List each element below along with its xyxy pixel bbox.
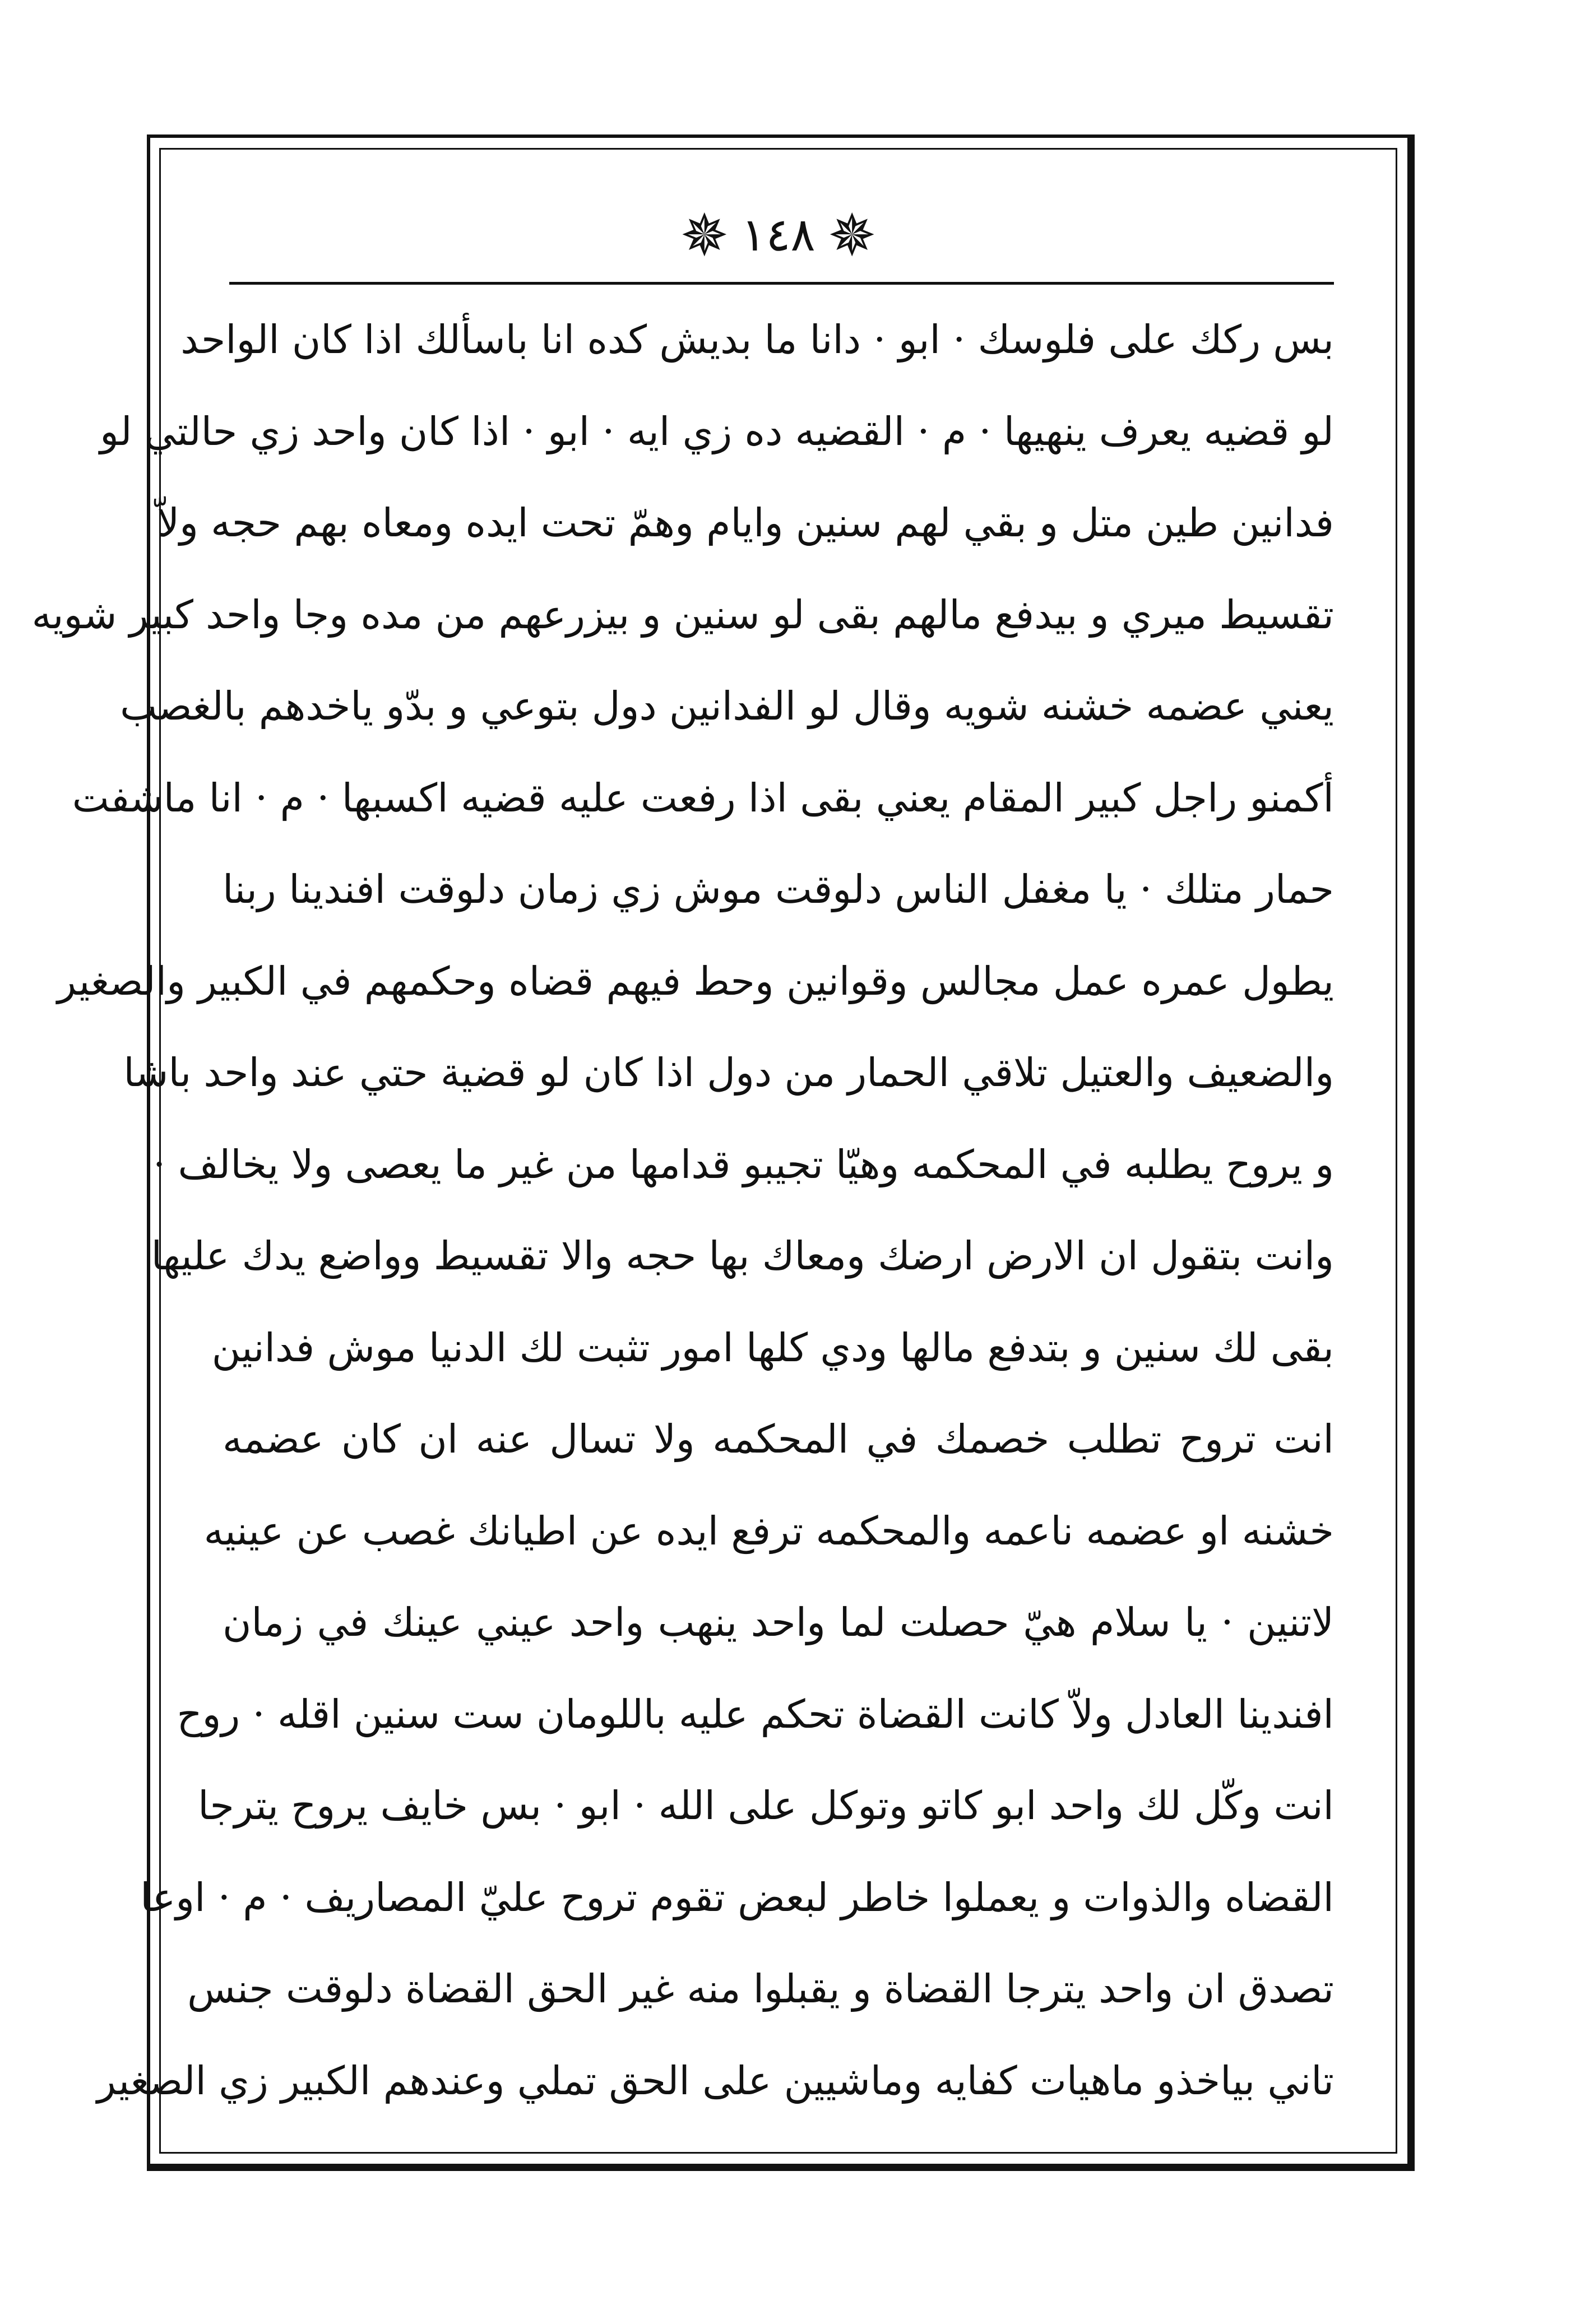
page-border-inner — [31, 148, 1397, 2154]
text-line: فدانين طين متل و بقي لهم سنين وايام وهمّ تحت ايده ومعاه بهم حجه ولاّ — [157, 500, 1334, 546]
page-border-outer — [31, 134, 1415, 2171]
text-line: و يروح يطلبه في المحكمه وهيّا تجيبو قدامها من غير ما يعصى ولا يخالف · — [152, 1141, 1334, 1187]
text-line: أكمنو راجل كبير المقام يعني بقى اذا رفعت عليه قضيه اكسبها · م · انا ماشفت — [72, 774, 1334, 821]
text-line: تاني بياخذو ماهيات كفايه وماشيين على الحق تملي وعندهم الكبير زي الصغير — [96, 2057, 1334, 2104]
text-line: تقسيط ميري و بيدفع مالهم بقى لو سنين و بيزرعهم من مده وجا واحد كبير شويه — [31, 591, 1334, 638]
text-line: وانت بتقول ان الارض ارضك ومعاك بها حجه والا تقسيط وواضع يدك عليها — [151, 1233, 1334, 1279]
page-header — [161, 193, 1396, 277]
body-text — [31, 300, 1334, 2121]
text-line: يعني عضمه خشنه شويه وقال لو الفدانين دول بتوعي و بدّو ياخدهم بالغصب — [120, 683, 1334, 730]
text-line: حمار متلك · يا مغفل الناس دلوقت موش زي زمان دلوقت افندينا ربنا — [223, 866, 1334, 913]
text-line: انت وكّل لك واحد ابو كاتو وتوكل على الله · ابو · بس خايف يروح يترجا — [198, 1783, 1334, 1829]
page-number: ١٤٨ — [741, 208, 816, 262]
text-line: خشنه او عضمه ناعمه والمحكمه ترفع ايده عن اطيانك غصب عن عينيه — [203, 1507, 1334, 1554]
left-star-ornament-icon: ✵ — [680, 201, 729, 270]
text-line: بس ركك على فلوسك · ابو · دانا ما بديش كده انا باسألك اذا كان الواحد — [180, 317, 1334, 363]
text-line: القضاه والذوات و يعملوا خاطر لبعض تقوم تروح عليّ المصاريف · م · اوعا — [140, 1874, 1334, 1921]
text-line: يطول عمره عمل مجالس وقوانين وحط فيهم قضاه وحكمهم في الكبير والصغير — [57, 958, 1334, 1004]
text-line: بقى لك سنين و بتدفع مالها ودي كلها امور تثبت لك الدنيا موش فدانين — [211, 1324, 1334, 1371]
header-rule — [229, 282, 1334, 285]
text-line: لاتنين · يا سلام هيّ حصلت لما واحد ينهب واحد عيني عينك في زمان — [223, 1599, 1334, 1646]
text-line: لو قضيه يعرف ينهيها · م · القضيه ده زي ايه · ابو · اذا كان واحد زي حالتي لو — [100, 408, 1334, 454]
right-star-ornament-icon: ✵ — [827, 201, 877, 270]
text-line: تصدق ان واحد يترجا القضاة و يقبلوا منه غير الحق القضاة دلوقت جنس — [187, 1966, 1334, 2012]
text-line: والضعيف والعتيل تلاقي الحمار من دول اذا كان لو قضية حتي عند واحد باشا — [123, 1050, 1334, 1096]
text-line: افندينا العادل ولاّ كانت القضاة تحكم عليه باللومان ست سنين اقله · روح — [177, 1691, 1334, 1737]
text-line: انت تروح تطلب خصمك في المحكمه ولا تسال عنه ان كان عضمه — [223, 1416, 1334, 1463]
